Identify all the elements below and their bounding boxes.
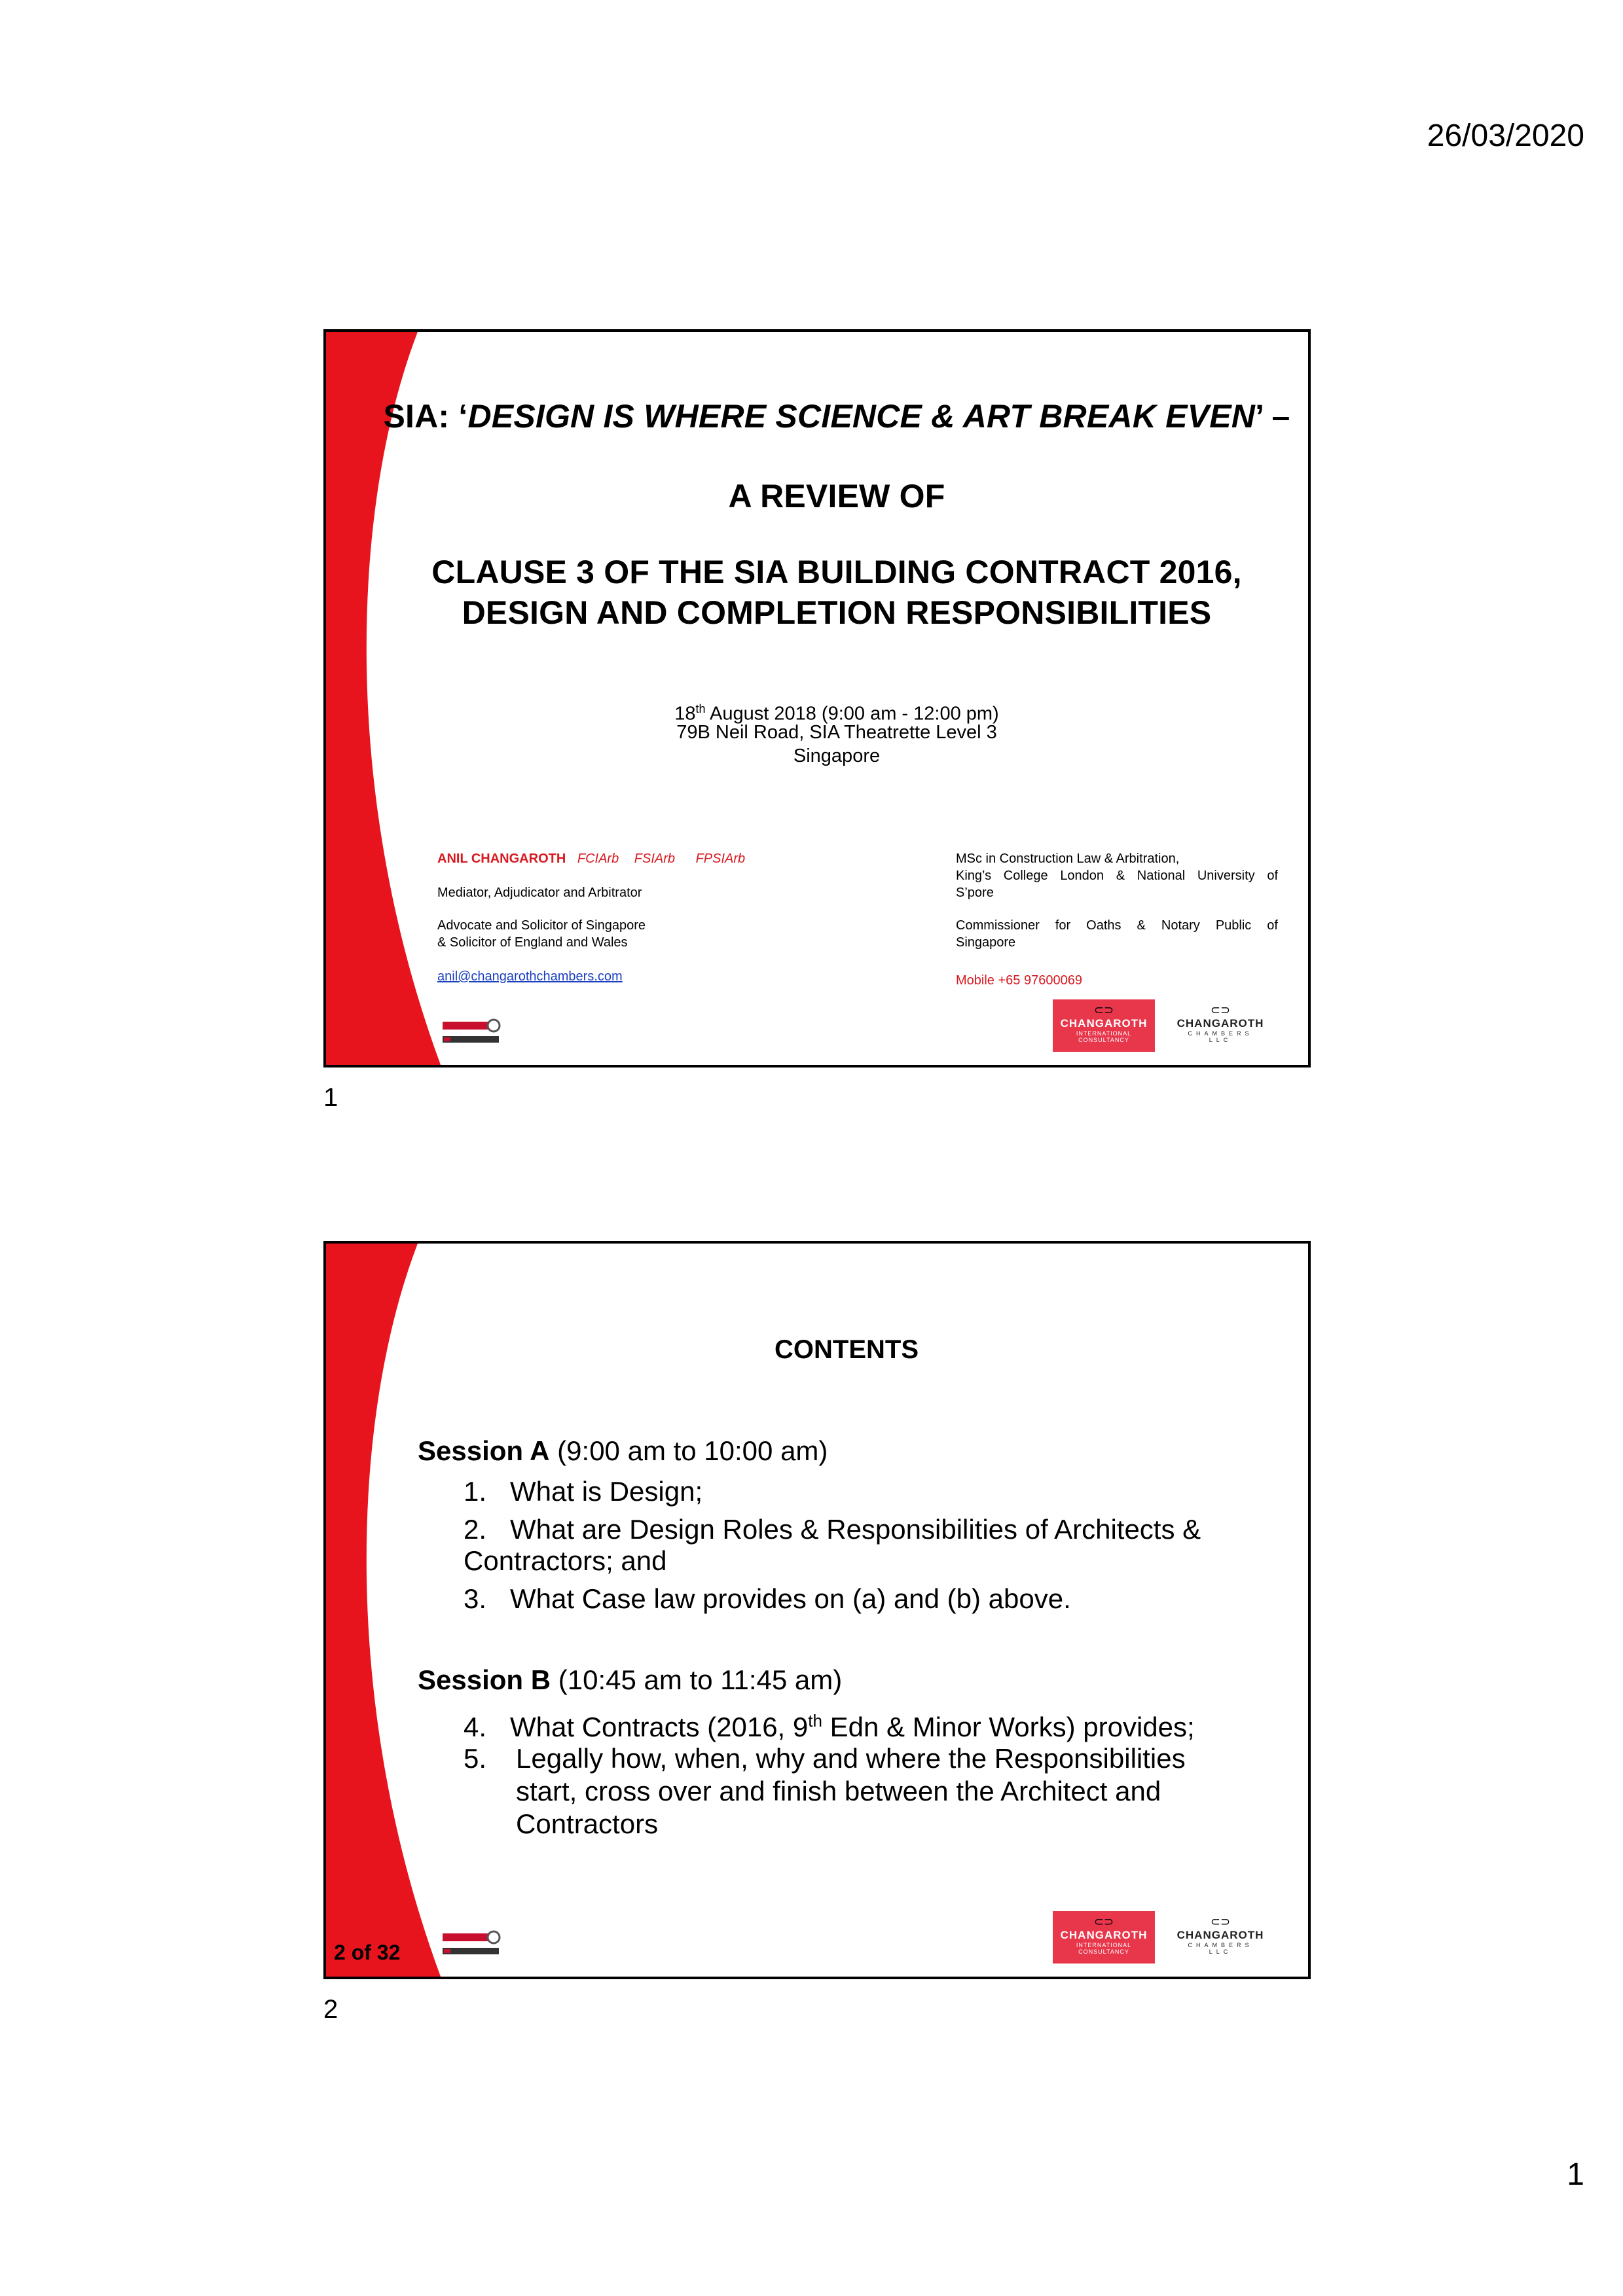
changaroth-chambers-logo: ⊂⊃ CHANGAROTH CHAMBERS LLC (1176, 1915, 1264, 1955)
session-b-item-5-line-3: Contractors (516, 1808, 659, 1839)
slide-1-clause-line: CLAUSE 3 OF THE SIA BUILDING CONTRACT 2016, (431, 554, 1242, 590)
presenter-role: Mediator, Adjudicator and Arbitrator (437, 886, 642, 900)
slide-1-title: SIA: ‘DESIGN IS WHERE SCIENCE & ART BREAK EVEN’ – (383, 398, 1290, 435)
slide-1-number: 1 (323, 1083, 338, 1112)
session-a-item-3: 3. What Case law provides on (a) and (b) above. (464, 1583, 1071, 1614)
session-b-item-5-line-1: Legally how, when, why and where the Responsibilities (516, 1743, 1186, 1774)
session-a-item-1: 1. What is Design; (464, 1476, 703, 1507)
slide-2 (323, 1241, 1311, 1979)
event-venue: 79B Neil Road, SIA Theatrette Level 3 (676, 722, 997, 743)
session-a-item-2-cont: Contractors; and (464, 1545, 667, 1576)
event-date: 18th August 2018 (9:00 am - 12:00 pm) (674, 702, 999, 725)
contents-heading: CONTENTS (775, 1335, 919, 1364)
slide-1-responsibilities-line: DESIGN AND COMPLETION RESPONSIBILITIES (462, 594, 1212, 631)
sia-logo (441, 1016, 501, 1048)
session-a-item-2: 2. What are Design Roles & Responsibilities of Architects & (464, 1514, 1201, 1545)
credential-commissioner-1: Commissioner for Oaths & Notary Public of (956, 918, 1278, 933)
page-number: 1 (1567, 2157, 1584, 2192)
presenter-advocate-2: & Solicitor of England and Wales (437, 935, 628, 950)
session-a-heading: Session A (9:00 am to 10:00 am) (418, 1435, 828, 1466)
changaroth-international-logo: ⊂⊃ CHANGAROTH INTERNATIONAL CONSULTANCY (1053, 1911, 1155, 1964)
credential-commissioner-2: Singapore (956, 935, 1016, 950)
sia-logo (441, 1928, 501, 1960)
slide-counter-badge: 2 of 32 (334, 1941, 401, 1964)
changaroth-chambers-logo: ⊂⊃ CHANGAROTH CHAMBERS LLC (1176, 1003, 1264, 1043)
event-city: Singapore (793, 745, 881, 766)
credential-msc-2: King’s College London & National University of (956, 869, 1278, 883)
presenter-email-link[interactable]: anil@changarothchambers.com (437, 969, 623, 984)
contact-mobile: Mobile +65 97600069 (956, 973, 1082, 988)
session-b-item-5: 5. (464, 1743, 487, 1774)
session-b-heading: Session B (10:45 am to 11:45 am) (418, 1664, 843, 1695)
presenter-advocate-1: Advocate and Solicitor of Singapore (437, 918, 646, 933)
slide-1 (323, 329, 1311, 1067)
slide-1-subtitle: A REVIEW OF (728, 478, 945, 514)
slide-2-number: 2 (323, 1995, 338, 2024)
presenter-name-line: ANIL CHANGAROTH FCIArb FSIArb FPSIArb (437, 852, 746, 866)
changaroth-international-logo: ⊂⊃ CHANGAROTH INTERNATIONAL CONSULTANCY (1053, 999, 1155, 1052)
page-date: 26/03/2020 (1427, 118, 1584, 153)
session-b-item-4: 4. What Contracts (2016, 9th Edn & Minor Works) provides; (464, 1711, 1195, 1742)
credential-msc-1: MSc in Construction Law & Arbitration, (956, 852, 1180, 866)
session-b-item-5-line-2: start, cross over and finish between the Architect and (516, 1776, 1161, 1806)
credential-msc-3: S’pore (956, 886, 994, 900)
